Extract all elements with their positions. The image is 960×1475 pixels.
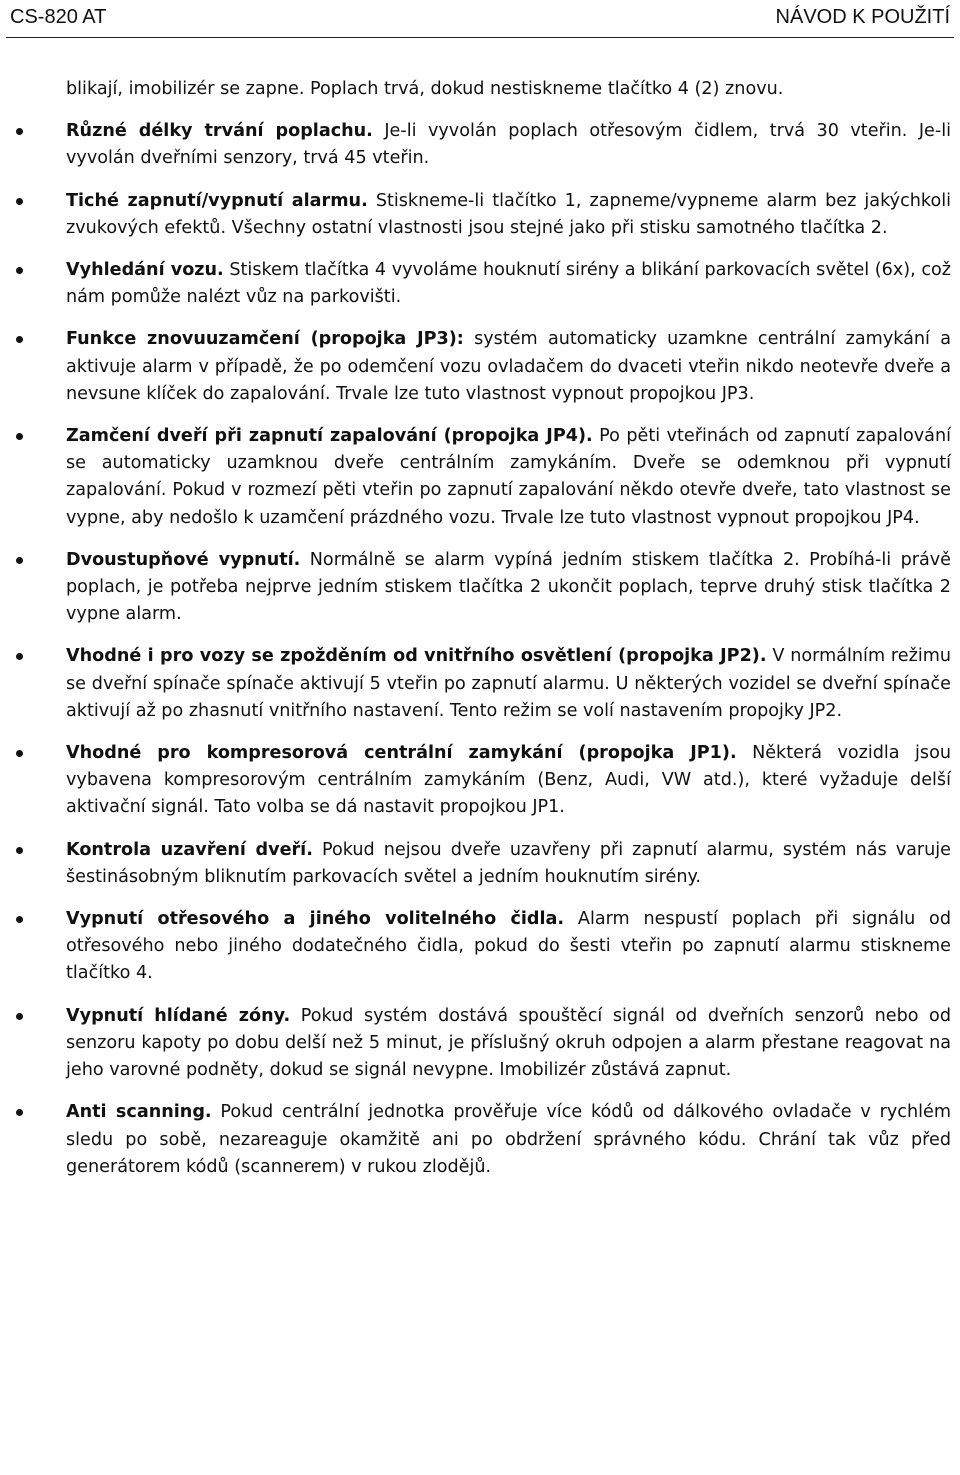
item-title: Vyhledání vozu. [66,260,224,281]
bullet-icon [16,653,23,660]
item-title: Kontrola uzavření dveří. [66,839,313,860]
document-body [66,76,951,1196]
item-text: Je-li vyvolán poplach otřesovým čidlem, trvá 30 vteřin. Je-li vyvolán dveřními senzory, trvá 45 vteřin. [66,121,951,169]
item-text: systém automaticky uzamkne centrální zamykání a aktivuje alarm v případě, že po odemčení vozu ovladačem do dvaceti vteřin nikdo neotevře dveře a nevsune klíček do zapalování. Trvale lze tuto vlastnost vypnout propojkou JP3. [66,329,951,404]
item-text: Pokud nejsou dveře uzavřeny při zapnutí alarmu, systém nás varuje šestinásobným bliknutím parkovacích světel a jedním houknutím sirény. [66,839,952,887]
item-text: Po pěti vteřinách od zapnutí zapalování se automaticky uzamknou dveře centrálním zamykáním. Dveře se odemknou při vypnutí zapalování. Pokud v rozmezí pěti vteřin po zapnutí zapalování někdo otevře dveře, tato vlastnost se vypne, aby nedošlo k uzamčení prázdného vozu. Trvale lze tuto vlastnost vypnout propojkou JP4. [66,426,951,528]
bullet-icon [16,336,23,343]
item-title: Dvoustupňové vypnutí. [66,549,301,570]
bullet-icon [16,1013,23,1020]
list-item [66,326,951,408]
item-title: Vhodné i pro vozy se zpožděním od vnitřního osvětlení (propojka JP2). [66,646,767,667]
item-text: Pokud systém dostává spouštěcí signál od dveřních senzorů nebo od senzoru kapoty po dobu delší než 5 minut, je příslušný okruh odpojen a alarm přestane reagovat na jeho varovné podněty, dokud se signál nevypne. Imobilizér zůstává zapnut. [66,1005,951,1081]
item-text: Stiskem tlačítka 4 vyvoláme houknutí sirény a blikání parkovacích světel (6x), což nám pomůže nalézt vůz na parkovišti. [66,260,951,308]
list-item [66,423,951,532]
bullet-icon [16,433,23,440]
item-title: Zamčení dveří při zapnutí zapalování (propojka JP4). [66,426,593,447]
bullet-icon [16,267,23,274]
list-item [66,1099,951,1181]
bullet-icon [16,847,23,854]
page-header [0,0,960,38]
list-item [66,188,951,242]
list-item [66,547,951,629]
intro-paragraph: blikají, imobilizér se zapne. Poplach trvá, dokud nestiskneme tlačítko 4 (2) znovu. [66,79,784,99]
header-divider [6,37,954,38]
header-model: CS-820 AT [10,6,107,28]
item-title: Vypnutí otřesového a jiného volitelného čidla. [66,909,565,930]
item-text: V normálním režimu se dveřní spínače spínače aktivují 5 vteřin po zapnutí alarmu. U některých vozidel se dveřní spínače aktivují až po zhasnutí vnitřního nastavení. Tento režim se volí nastavením propojky JP2. [66,646,951,721]
bullet-icon [16,128,23,135]
bullet-icon [16,198,23,205]
list-item [66,837,951,891]
item-title: Vypnutí hlídané zóny. [66,1005,291,1026]
item-text: Normálně se alarm vypíná jedním stiskem tlačítka 2. Probíhá-li právě poplach, je potřeba nejprve jedním stiskem tlačítka 2 ukončit poplach, teprve druhý stisk tlačítka 2 vypne alarm. [66,549,951,625]
item-title: Tiché zapnutí/vypnutí alarmu. [66,190,368,211]
bullet-icon [16,750,23,757]
item-text: Stiskneme-li tlačítko 1, zapneme/vypneme alarm bez jakýchkoli zvukových efektů. Všechny ostatní vlastnosti jsou stejné jako při stisku samotného tlačítka 2. [66,190,951,238]
header-manual-title: NÁVOD K POUŽITÍ [775,6,950,28]
list-item [66,118,951,172]
item-title: Různé délky trvání poplachu. [66,121,373,142]
item-title: Vhodné pro kompresorová centrální zamykání (propojka JP1). [66,743,737,764]
list-item [66,740,951,822]
item-text: Pokud centrální jednotka prověřuje více kódů od dálkového ovladače v rychlém sledu po sobě, nezareaguje okamžitě ani po obdržení správného kódu. Chrání tak vůz před generátorem kódů (scannerem) v rukou zlodějů. [66,1102,951,1177]
item-title: Anti scanning. [66,1102,212,1123]
bullet-icon [16,916,23,923]
list-item [66,643,951,725]
list-item [66,257,951,311]
item-text: Některá vozidla jsou vybavena kompresorovým centrálním zamykáním (Benz, Audi, VW atd.), které vyžaduje delší aktivační signál. Tato volba se dá nastavit propojkou JP1. [66,743,951,818]
item-title: Funkce znovuuzamčení (propojka JP3): [66,329,464,350]
item-text: Alarm nespustí poplach při signálu od otřesového nebo jiného dodatečného čidla, pokud do šesti vteřin po zapnutí alarmu stiskneme tlačítko 4. [66,909,951,984]
list-item [66,906,951,988]
list-item [66,1003,951,1085]
bullet-icon [16,1109,23,1116]
bullet-icon [16,557,23,564]
